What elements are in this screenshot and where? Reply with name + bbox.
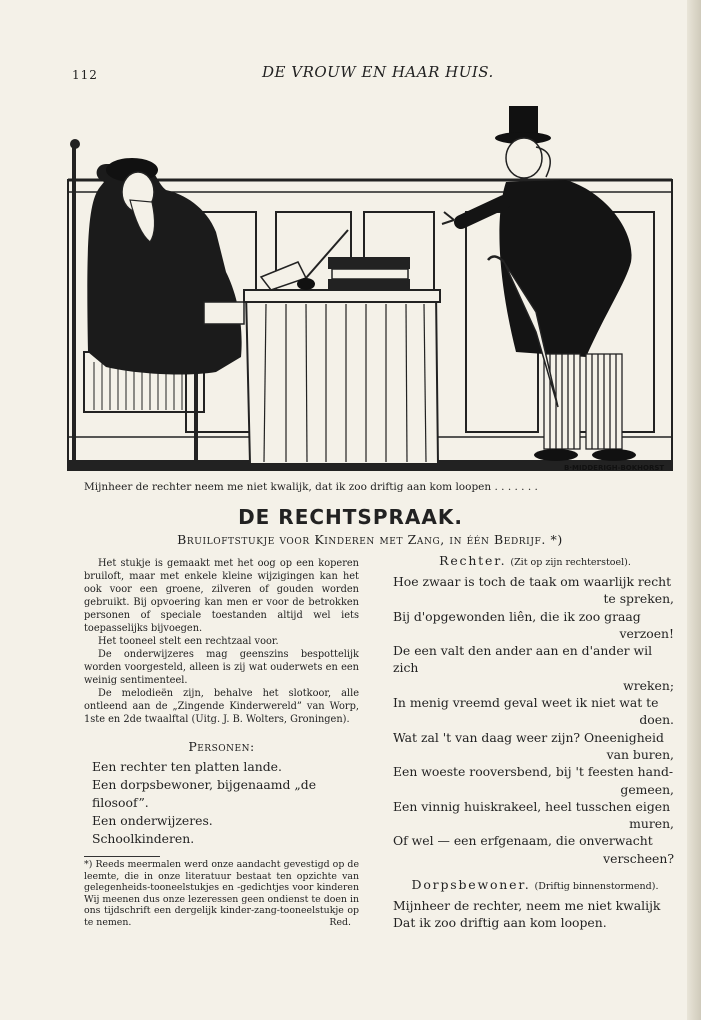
judge-verse: [393, 573, 677, 867]
verse-continuation: muren,: [629, 816, 674, 832]
verse-line: Dat ik zoo driftig aan kom loopen.: [393, 915, 607, 931]
footnote-text: *) Reeds meermalen werd onze aandacht gevestigd op de leemte, die in onze literatuur bestaat ten opzichte van gelegenheids-tooneelstukjes en -gedichtjes voor kinderen Wij meenen dus onze lezeressen geen ondienst te doen in ons tijdschrift een dergelijk kinder-zang-tooneelstukje op te nemen.: [84, 859, 359, 928]
speaker-name: Rechter.: [439, 553, 507, 568]
illustration: [66, 92, 676, 474]
speaker-villager: [393, 877, 677, 892]
speaker-name: Dorpsbewoner.: [411, 877, 531, 893]
persons-heading: Personen:: [188, 739, 255, 754]
intro-paragraph: De onderwijzeres mag geenszins bespottelijk worden voorgesteld, alleen is zij wat ouderwets en een weinig sentimenteel.: [84, 649, 359, 686]
verse-continuation: te spreken,: [603, 591, 674, 607]
person-item: Schoolkinderen.: [92, 831, 195, 846]
article-subtitle: Bruiloftstukje voor Kinderen met Zang, in één Bedrijf. *): [177, 532, 563, 547]
verse-continuation: van buren,: [606, 746, 674, 762]
intro-text: [84, 557, 359, 726]
verse-line: Een woeste rooversbend, bij 't feesten hand-: [393, 764, 674, 780]
footnote-signature: Red.: [329, 916, 351, 928]
stage-direction: (Driftig binnenstormend).: [534, 881, 659, 893]
footnote: [84, 859, 359, 928]
verse-line: Bij d'opgewonden liên, die ik zoo graag: [393, 608, 641, 624]
verse-continuation: doen.: [639, 712, 674, 728]
intro-paragraph: Het stukje is gemaakt met het oog op een koperen bruiloft, maar met enkele kleine wijzigingen kan het ook voor een groene, zilveren of gouden worden gebruikt. Bij opvoering kan men er voor de betrokken personen of speciale toestanden altijd wel iets toepasselijks bijvoegen.: [84, 558, 359, 634]
stage-direction: (Zit op zijn rechterstoel).: [510, 557, 631, 568]
speaker-judge: [393, 553, 677, 568]
person-item: Een rechter ten platten lande.: [92, 759, 282, 774]
footnote-divider: [84, 856, 160, 857]
verse-line: Hoe zwaar is toch de taak om waarlijk recht: [393, 574, 672, 589]
villager-verse: [393, 897, 677, 932]
verse-line: Wat zal 't van daag weer zijn? Oneenigheid: [393, 729, 664, 745]
persons-list: [84, 758, 359, 848]
artist-signature: B·MIDDERIGH-BOKHORST: [564, 464, 665, 472]
page-number: 112: [72, 68, 98, 82]
intro-paragraph: De melodieën zijn, behalve het slotkoor, alle ontleend aan de „Zingende Kinderwereld” van Worp, 1ste en 2de twaalftal (Uitg. J. B. Wolters, Groningen).: [84, 688, 359, 725]
left-column: [84, 557, 359, 928]
verse-line: In menig vreemd geval weet ik niet wat te: [393, 695, 659, 711]
verse-continuation: verzoen!: [619, 625, 674, 641]
verse-line: Of wel — een erfgenaam, die onverwacht: [393, 833, 653, 849]
running-head: DE VROUW EN HAAR HUIS.: [262, 63, 494, 81]
right-column: [393, 553, 677, 932]
verse-continuation: gemeen,: [620, 781, 674, 797]
person-item: Een dorpsbewoner, bijgenaamd „de filosoof”.: [92, 777, 317, 810]
person-item: Een onderwijzeres.: [92, 813, 213, 828]
verse-continuation: wreken;: [623, 677, 674, 693]
verse-line: Mijnheer de rechter, neem me niet kwalijk: [393, 898, 661, 914]
verse-line: De een valt den ander aan en d'ander wil zich: [393, 643, 653, 676]
intro-paragraph: Het tooneel stelt een rechtzaal voor.: [98, 636, 279, 647]
verse-line: Een vinnig huiskrakeel, heel tusschen eigen: [393, 798, 671, 814]
illustration-caption: Mijnheer de rechter neem me niet kwalijk, dat ik zoo driftig aan kom loopen . . . . . . .: [84, 481, 538, 493]
verse-continuation: verscheen?: [603, 850, 674, 866]
article-title: DE RECHTSPRAAK.: [238, 505, 463, 529]
